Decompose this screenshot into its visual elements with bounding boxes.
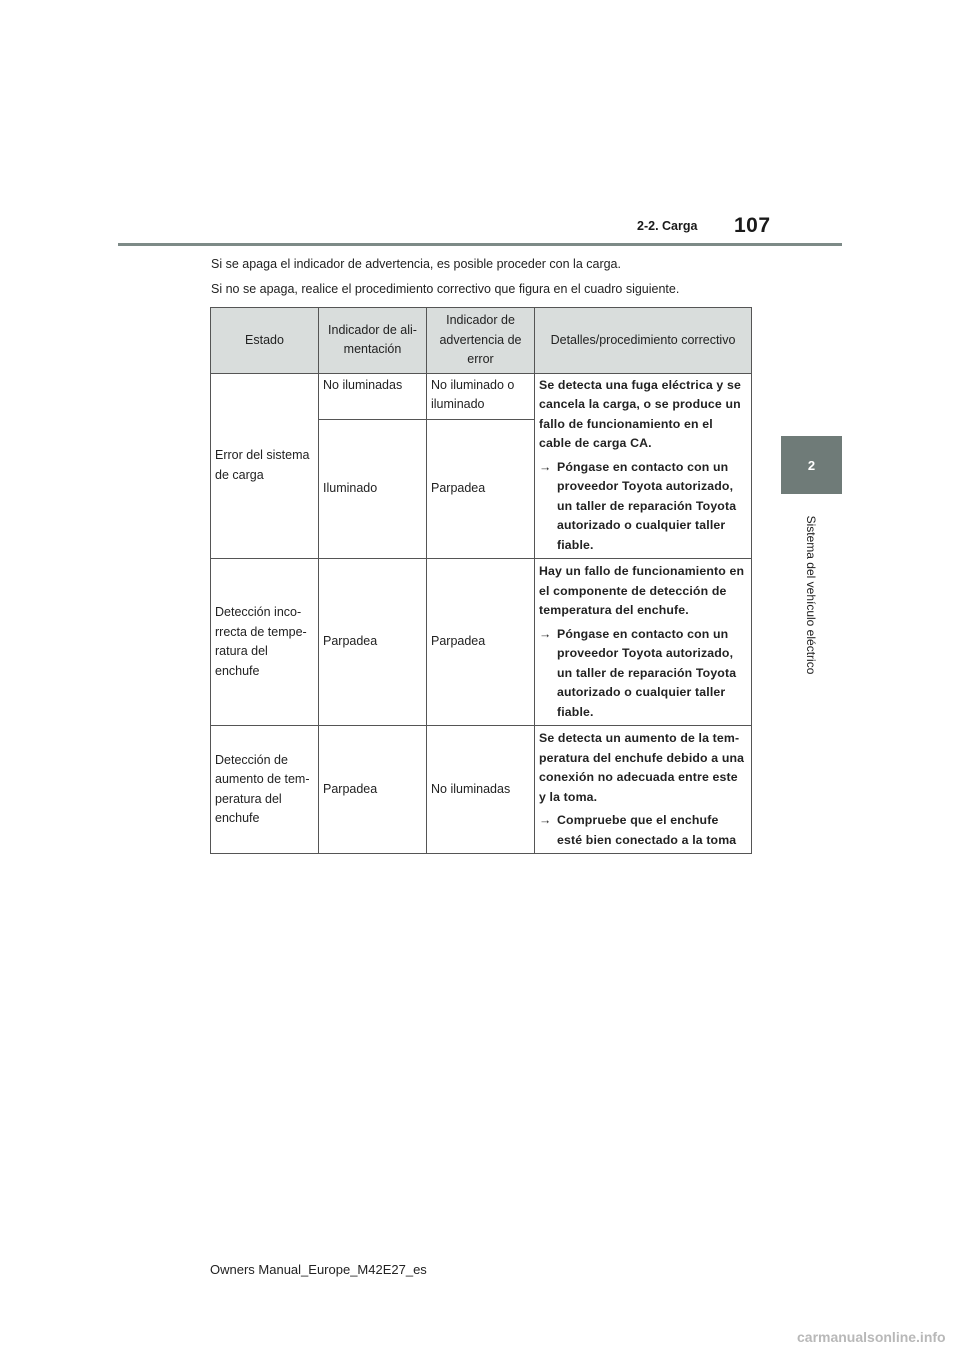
action-text: [539, 811, 747, 850]
header-power-indicator: Indicador de ali- mentación: [319, 308, 427, 374]
watermark[interactable]: carmanualsonline.info: [797, 1329, 946, 1345]
table-row: [211, 559, 752, 726]
section-title: 2-2. Carga: [637, 219, 698, 233]
warning-indicator-cell: Parpadea: [427, 419, 535, 559]
cause-text: Se detecta una fuga eléctrica y se cancela la carga, o se produce un fallo de funcionamiento en el cable de carga CA.: [539, 377, 741, 450]
chapter-label: Sistema del vehículo eléctrico: [804, 515, 818, 675]
intro-line-1: Si se apaga el indicador de advertencia, es posible proceder con la carga.: [211, 257, 621, 271]
estado-cell: Detección de aumento de tem- peratura del enchufe: [211, 726, 319, 854]
page-number: 107: [734, 214, 771, 237]
table-header-row: [211, 308, 752, 374]
action-label: Póngase en contacto con un proveedor Toyota autorizado, un taller de reparación Toyota autorizado o cualquier taller fiable.: [557, 626, 737, 719]
action-text: [539, 625, 747, 723]
chapter-number: 2: [807, 457, 816, 473]
table-row: [211, 726, 752, 854]
table-row: [211, 373, 752, 419]
action-label: Póngase en contacto con un proveedor Toyota autorizado, un taller de reparación Toyota autorizado o cualquier taller fiable.: [557, 459, 737, 552]
arrow-icon: →: [539, 813, 552, 827]
header-warning-indicator: Indicador de advertencia de error: [427, 308, 535, 374]
diagnosis-table: [210, 307, 752, 854]
header-rule: [118, 243, 842, 246]
action-label: Compruebe que el enchufe esté bien conectado a la toma: [557, 813, 737, 847]
details-cell: [535, 559, 752, 726]
cause-text: Hay un fallo de funcionamiento en el componente de detección de temperatura del enchufe.: [539, 564, 745, 617]
warning-indicator-cell: No iluminadas: [427, 726, 535, 854]
manual-id: Owners Manual_Europe_M42E27_es: [210, 1262, 427, 1277]
warning-indicator-cell: Parpadea: [427, 559, 535, 726]
power-indicator-cell: Parpadea: [319, 559, 427, 726]
power-indicator-cell: Parpadea: [319, 726, 427, 854]
warning-indicator-cell: No iluminado o iluminado: [427, 373, 535, 419]
arrow-icon: →: [539, 459, 552, 474]
arrow-icon: →: [539, 626, 552, 641]
intro-line-2: Si no se apaga, realice el procedimiento correctivo que figura en el cuadro siguiente.: [211, 282, 680, 296]
chapter-tab: [781, 436, 842, 494]
estado-cell: [211, 373, 319, 559]
power-indicator-cell: Iluminado: [319, 419, 427, 559]
details-cell: [535, 373, 752, 559]
details-cell: [535, 726, 752, 854]
power-indicator-cell: No iluminadas: [319, 373, 427, 419]
header-details: Detalles/procedimiento correctivo: [535, 308, 752, 374]
estado-text: Error del sistema de carga: [215, 448, 310, 482]
action-text: [539, 458, 747, 556]
header-estado: Estado: [211, 308, 319, 374]
cause-text: Se detecta un aumento de la tem- peratura del enchufe debido a una conexión no adecuada entre este y la toma.: [539, 731, 745, 804]
estado-cell: Detección inco- rrecta de tempe- ratura del enchufe: [211, 559, 319, 726]
